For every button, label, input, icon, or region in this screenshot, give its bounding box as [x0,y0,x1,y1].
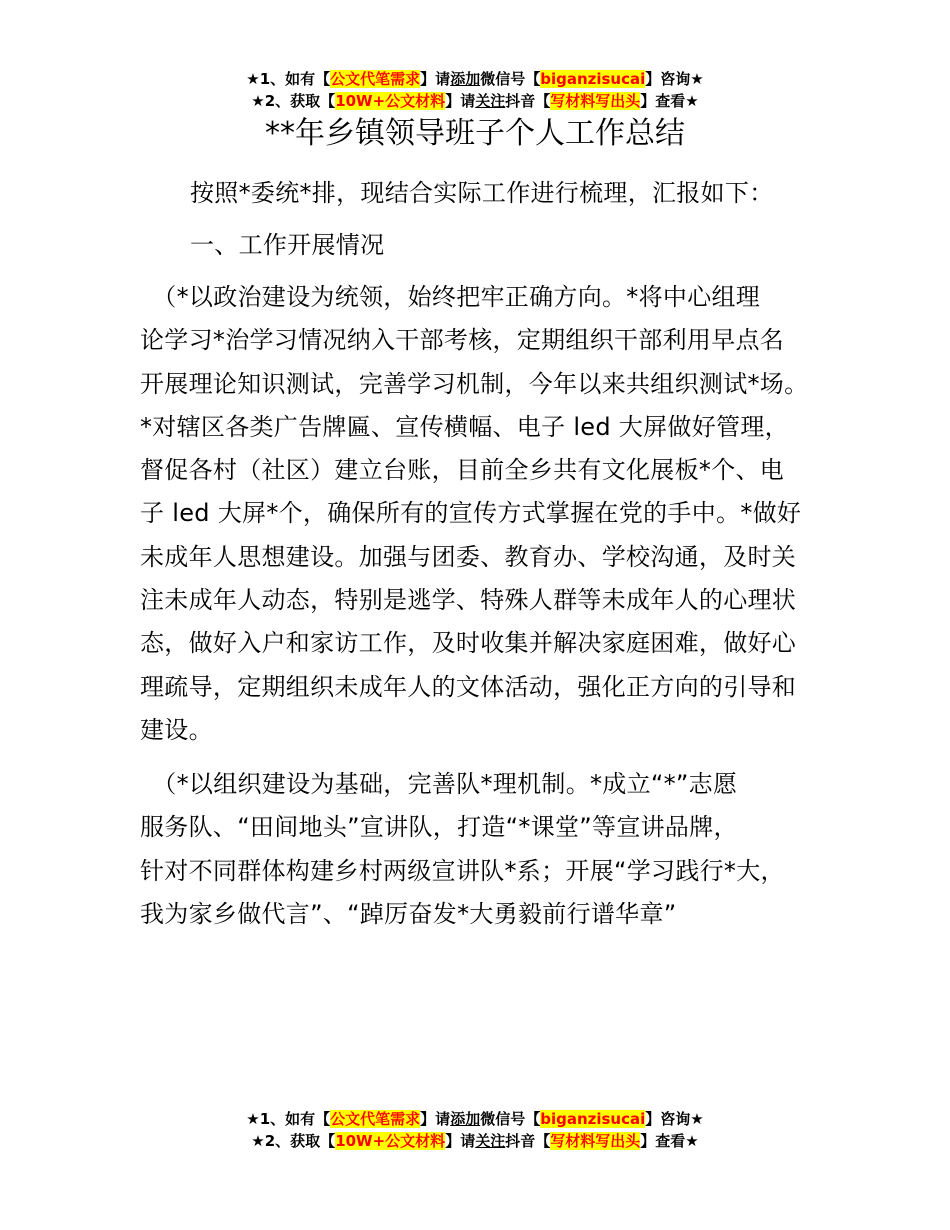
paragraph-line: 服务队、“田间地头”宣讲队，打造“*课堂”等宣讲品牌， [140,813,738,842]
promo-text: ★2、获取【 [251,92,336,110]
promo-line-1 [0,68,950,90]
paragraph-political-construction [140,276,840,752]
promo-text: 抖音【 [505,1132,551,1150]
promo-line-2 [0,1130,950,1152]
promo-highlight: 10W+公文材料 [335,1132,446,1150]
promo-highlight: 公文代笔需求 [330,70,421,88]
paragraph-line: 注未成年人动态，特别是逃学、特殊人群等未成年人的心理状 [140,586,797,615]
promo-text: 微信号【 [480,1110,541,1128]
paragraph-line: 我为家乡做代言”、“踔厉奋发*大勇毅前行谱华章” [140,899,677,928]
paragraph-line: （*以组织建设为基础，完善队*理机制。*成立“*”志愿 [140,770,738,798]
promo-highlight: 10W+公文材料 [335,92,446,110]
paragraph-organization-construction [140,763,840,936]
paragraph-line: 针对不同群体构建乡村两级宣讲队*系；开展“学习践行*大， [140,856,785,885]
promo-underline: 添加 [450,70,481,88]
paragraph-line: 督促各村（社区）建立台账，目前全乡共有文化展板*个、电 [140,456,785,485]
promo-text: 】查看★ [640,92,699,110]
promo-douyin-name: 写材料写出头 [550,1132,641,1150]
promo-douyin-name: 写材料写出头 [550,92,641,110]
promo-text: 】请 [420,70,451,88]
promo-text: 抖音【 [505,92,551,110]
promo-text: 】咨询★ [645,1110,704,1128]
paragraph-line: 建设。 [140,715,213,744]
paragraph-line: *对辖区各类广告牌匾、宣传横幅、电子 led 大屏做好管理， [140,412,789,441]
paragraph-line: 论学习*治学习情况纳入干部考核，定期组织干部利用早点名 [140,326,785,355]
header-promo-banner [0,68,950,112]
document-title: **年乡镇领导班子个人工作总结 [265,116,685,151]
section-heading: 一、工作开展情况 [190,231,385,259]
promo-text: ★1、如有【 [246,1110,331,1128]
promo-wechat-id: biganzisucai [540,70,646,88]
promo-underline: 关注 [475,1132,506,1150]
paragraph-line: （*以政治建设为统领，始终把牢正确方向。*将中心组理 [140,283,761,311]
footer-promo-banner [0,1108,950,1152]
paragraph-line: 子 led 大屏*个，确保所有的宣传方式掌握在党的手中。*做好 [140,499,802,528]
promo-underline: 添加 [450,1110,481,1128]
promo-text: ★2、获取【 [251,1132,336,1150]
promo-text: 】查看★ [640,1132,699,1150]
promo-text: 】请 [445,1132,476,1150]
promo-text: 】请 [445,92,476,110]
promo-text: 】请 [420,1110,451,1128]
promo-text: ★1、如有【 [246,70,331,88]
lead-paragraph: 按照*委统*排，现结合实际工作进行梳理，汇报如下： [190,179,774,207]
promo-text: 微信号【 [480,70,541,88]
paragraph-line: 理疏导，定期组织未成年人的文体活动，强化正方向的引导和 [140,672,797,701]
paragraph-line: 开展理论知识测试，完善学习机制，今年以来共组织测试*场。 [140,369,809,398]
promo-highlight: 公文代笔需求 [330,1110,421,1128]
paragraph-line: 态，做好入户和家访工作，及时收集并解决家庭困难，做好心 [140,629,797,658]
promo-line-2 [0,90,950,112]
paragraph-line: 未成年人思想建设。加强与团委、教育办、学校沟通，及时关 [140,542,797,571]
promo-wechat-id: biganzisucai [540,1110,646,1128]
promo-line-1 [0,1108,950,1130]
promo-text: 】咨询★ [645,70,704,88]
promo-underline: 关注 [475,92,506,110]
